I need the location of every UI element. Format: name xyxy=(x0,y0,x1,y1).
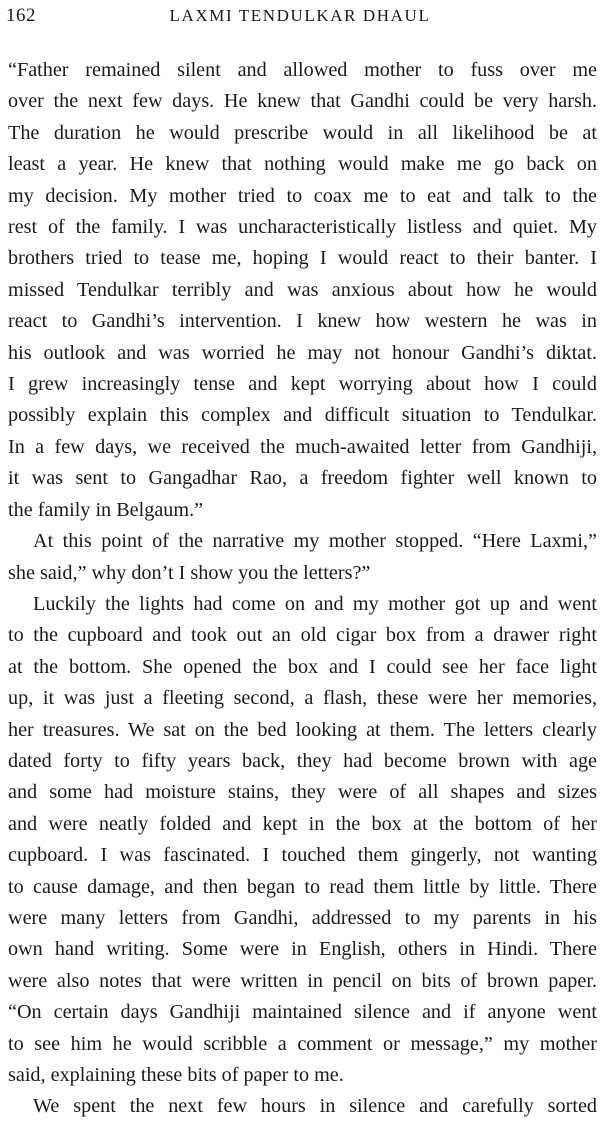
text-line: At this point of the narrative my mother stopped. “Here Laxmi,” xyxy=(33,530,597,553)
text-line: at the bottom. She opened the box and I could see her face light xyxy=(8,655,597,678)
text-line: over the next few days. He knew that Gandhi could be very harsh. xyxy=(8,90,597,113)
page-number: 162 xyxy=(6,5,36,26)
text-line: rest of the family. I was uncharacteristically listless and quiet. My xyxy=(8,216,597,239)
text-line: were many letters from Gandhi, addressed to my parents in his xyxy=(8,906,597,929)
text-line: the family in Belgaum.” xyxy=(8,498,204,521)
text-line: react to Gandhi’s intervention. I knew how western he was in xyxy=(8,310,597,333)
text-line: Luckily the lights had come on and my mother got up and went xyxy=(33,592,597,615)
text-line: dated forty to fifty years back, they had become brown with age xyxy=(8,749,597,772)
text-line: I grew increasingly tense and kept worrying about how I could xyxy=(8,373,597,396)
text-line: my decision. My mother tried to coax me to eat and talk to the xyxy=(8,184,597,207)
text-line: own hand writing. Some were in English, others in Hindi. There xyxy=(8,938,597,961)
text-line: she said,” why don’t I show you the letters?” xyxy=(8,561,371,584)
text-line: The duration he would prescribe would in all likelihood be at xyxy=(8,121,597,144)
running-head: LAXMI TENDULKAR DHAUL xyxy=(169,6,431,25)
text-line: “Father remained silent and allowed mother to fuss over me xyxy=(8,59,597,81)
text-line: to see him he would scribble a comment or message,” my mother xyxy=(8,1032,597,1055)
text-line: to the cupboard and took out an old cigar box from a drawer right xyxy=(8,624,597,647)
text-line: and some had moisture stains, they were of all shapes and sizes xyxy=(8,781,597,804)
paragraph xyxy=(8,589,597,1092)
text-line: to cause damage, and then began to read them little by little. There xyxy=(8,875,597,898)
paragraph xyxy=(8,55,597,526)
page-header xyxy=(0,0,600,34)
text-line: cupboard. I was fascinated. I touched them gingerly, not wanting xyxy=(8,844,597,867)
text-line: his outlook and was worried he may not honour Gandhi’s diktat. xyxy=(8,341,597,364)
text-line: “On certain days Gandhiji maintained silence and if anyone went xyxy=(8,1001,597,1024)
text-line: up, it was just a fleeting second, a flash, these were her memories, xyxy=(8,687,597,710)
text-line: brothers tried to tease me, hoping I would react to their banter. I xyxy=(8,247,597,270)
text-line: and were neatly folded and kept in the box at the bottom of her xyxy=(8,812,597,835)
body-text xyxy=(8,55,597,1123)
text-line: were also notes that were written in pencil on bits of brown paper. xyxy=(8,969,597,992)
text-line: We spent the next few hours in silence and carefully sorted xyxy=(33,1095,597,1118)
text-line: it was sent to Gangadhar Rao, a freedom fighter well known to xyxy=(8,467,597,490)
text-line: said, explaining these bits of paper to me. xyxy=(8,1064,344,1086)
text-line: possibly explain this complex and difficult situation to Tendulkar. xyxy=(8,404,597,427)
paragraph xyxy=(8,1091,597,1122)
text-line: her treasures. We sat on the bed looking at them. The letters clearly xyxy=(8,718,597,741)
text-line: missed Tendulkar terribly and was anxious about how he would xyxy=(8,278,597,301)
text-line: least a year. He knew that nothing would make me go back on xyxy=(8,153,597,176)
paragraph xyxy=(8,526,597,589)
text-line: In a few days, we received the much-awaited letter from Gandhiji, xyxy=(8,435,597,458)
